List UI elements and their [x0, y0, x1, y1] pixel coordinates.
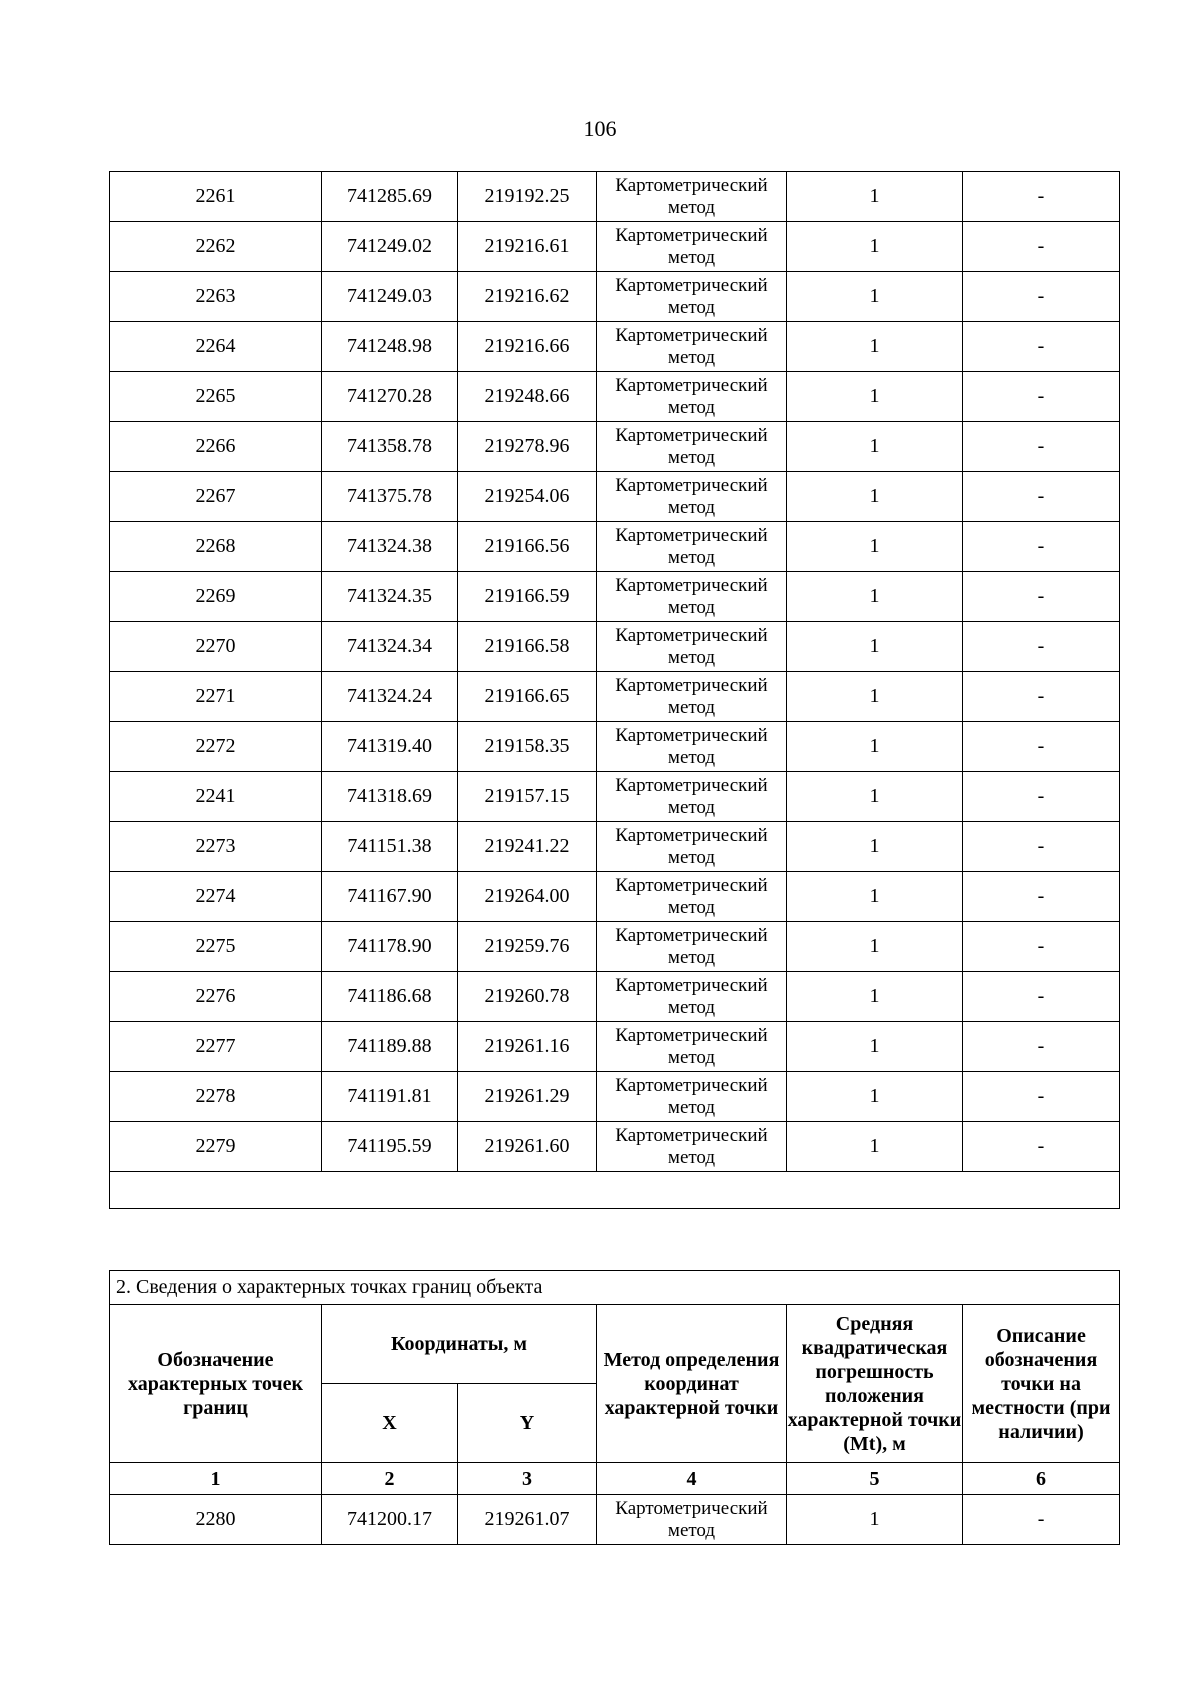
table-row: [110, 722, 1120, 772]
description-cell: -: [963, 1072, 1120, 1122]
y-coordinate-cell: 219261.60: [458, 1122, 597, 1172]
page-number: 106: [583, 116, 617, 141]
method-cell: [597, 172, 787, 222]
table-row: [110, 222, 1120, 272]
description-cell: -: [963, 572, 1120, 622]
empty-row: [110, 1172, 1120, 1209]
table-row: [110, 872, 1120, 922]
section-title: 2. Сведения о характерных точках границ объекта: [110, 1271, 1120, 1305]
column-numbers-row: [110, 1463, 1120, 1495]
column-number: 4: [597, 1463, 787, 1495]
method-line-1: Картометрический: [615, 774, 768, 796]
method-cell: [597, 272, 787, 322]
method-line-2: метод: [667, 296, 716, 318]
point-number-cell: 2277: [110, 1022, 322, 1072]
x-coordinate-cell: 741285.69: [322, 172, 458, 222]
method-line-1: Картометрический: [615, 474, 768, 496]
table-row: [110, 172, 1120, 222]
header-description: Описание обозначения точки на местности (при наличии): [963, 1305, 1120, 1463]
method-cell: [597, 972, 787, 1022]
point-number-cell: 2269: [110, 572, 322, 622]
x-coordinate-cell: 741186.68: [322, 972, 458, 1022]
x-coordinate-cell: 741324.24: [322, 672, 458, 722]
header-point-designation: Обозначение характерных точек границ: [110, 1305, 322, 1463]
y-coordinate-cell: 219261.29: [458, 1072, 597, 1122]
description-cell: -: [963, 272, 1120, 322]
description-cell: -: [963, 222, 1120, 272]
method-line-2: метод: [667, 796, 716, 818]
point-number-cell: 2280: [110, 1495, 322, 1545]
method-line-2: метод: [667, 946, 716, 968]
method-cell: [597, 422, 787, 472]
description-cell: -: [963, 472, 1120, 522]
y-coordinate-cell: 219264.00: [458, 872, 597, 922]
column-number: 3: [458, 1463, 597, 1495]
method-line-1: Картометрический: [615, 524, 768, 546]
method-cell: [597, 572, 787, 622]
y-coordinate-cell: 219278.96: [458, 422, 597, 472]
y-coordinate-cell: 219166.59: [458, 572, 597, 622]
column-number: 5: [787, 1463, 963, 1495]
x-coordinate-cell: 741195.59: [322, 1122, 458, 1172]
description-cell: -: [963, 872, 1120, 922]
table-row: [110, 1122, 1120, 1172]
table-row: [110, 972, 1120, 1022]
point-number-cell: 2270: [110, 622, 322, 672]
y-coordinate-cell: 219216.62: [458, 272, 597, 322]
method-cell: [597, 622, 787, 672]
x-coordinate-cell: 741318.69: [322, 772, 458, 822]
method-cell: [597, 522, 787, 572]
method-line-2: метод: [667, 1146, 716, 1168]
y-coordinate-cell: 219254.06: [458, 472, 597, 522]
column-number: 1: [110, 1463, 322, 1495]
method-line-2: метод: [667, 446, 716, 468]
column-number: 6: [963, 1463, 1120, 1495]
method-cell: [597, 322, 787, 372]
boundary-points-table: [109, 1270, 1120, 1545]
point-number-cell: 2261: [110, 172, 322, 222]
method-cell: [597, 1022, 787, 1072]
coordinates-table-continued: [109, 171, 1120, 1209]
point-number-cell: 2279: [110, 1122, 322, 1172]
mt-cell: 1: [787, 1122, 963, 1172]
description-cell: -: [963, 922, 1120, 972]
description-cell: -: [963, 522, 1120, 572]
header-row-1: [110, 1305, 1120, 1384]
method-line-1: Картометрический: [615, 674, 768, 696]
mt-cell: 1: [787, 172, 963, 222]
y-coordinate-cell: 219260.78: [458, 972, 597, 1022]
table-row: [110, 472, 1120, 522]
point-number-cell: 2264: [110, 322, 322, 372]
method-line-1: Картометрический: [615, 1497, 768, 1519]
description-cell: -: [963, 622, 1120, 672]
method-line-1: Картометрический: [615, 274, 768, 296]
table-row: [110, 822, 1120, 872]
table-row: [110, 772, 1120, 822]
point-number-cell: 2266: [110, 422, 322, 472]
x-coordinate-cell: 741167.90: [322, 872, 458, 922]
method-line-2: метод: [667, 696, 716, 718]
method-line-2: метод: [667, 496, 716, 518]
table-row: [110, 622, 1120, 672]
header-y: Y: [458, 1384, 597, 1463]
x-coordinate-cell: 741249.03: [322, 272, 458, 322]
method-cell: [597, 872, 787, 922]
point-number-cell: 2275: [110, 922, 322, 972]
description-cell: -: [963, 772, 1120, 822]
y-coordinate-cell: 219166.56: [458, 522, 597, 572]
method-line-1: Картометрический: [615, 374, 768, 396]
method-line-1: Картометрический: [615, 574, 768, 596]
table-row: [110, 1022, 1120, 1072]
mt-cell: 1: [787, 672, 963, 722]
header-coordinates: Координаты, м: [322, 1305, 597, 1384]
header-method: Метод определения координат характерной точки: [597, 1305, 787, 1463]
mt-cell: 1: [787, 972, 963, 1022]
method-line-1: Картометрический: [615, 324, 768, 346]
mt-cell: 1: [787, 372, 963, 422]
column-number: 2: [322, 1463, 458, 1495]
x-coordinate-cell: 741324.38: [322, 522, 458, 572]
method-line-2: метод: [667, 346, 716, 368]
point-number-cell: 2267: [110, 472, 322, 522]
description-cell: -: [963, 1022, 1120, 1072]
x-coordinate-cell: 741375.78: [322, 472, 458, 522]
point-number-cell: 2276: [110, 972, 322, 1022]
point-number-cell: 2262: [110, 222, 322, 272]
table-row: [110, 272, 1120, 322]
y-coordinate-cell: 219216.61: [458, 222, 597, 272]
method-line-2: метод: [667, 646, 716, 668]
x-coordinate-cell: 741248.98: [322, 322, 458, 372]
header-accuracy: Средняя квадратическая погрешность положения характерной точки (Mt), м: [787, 1305, 963, 1463]
method-cell: [597, 1072, 787, 1122]
x-coordinate-cell: 741200.17: [322, 1495, 458, 1545]
point-number-cell: 2273: [110, 822, 322, 872]
mt-cell: 1: [787, 1022, 963, 1072]
table-row: [110, 322, 1120, 372]
x-coordinate-cell: 741319.40: [322, 722, 458, 772]
table-row: [110, 522, 1120, 572]
method-line-2: метод: [667, 546, 716, 568]
point-number-cell: 2271: [110, 672, 322, 722]
description-cell: -: [963, 672, 1120, 722]
y-coordinate-cell: 219158.35: [458, 722, 597, 772]
method-line-1: Картометрический: [615, 224, 768, 246]
point-number-cell: 2274: [110, 872, 322, 922]
y-coordinate-cell: 219241.22: [458, 822, 597, 872]
point-number-cell: 2265: [110, 372, 322, 422]
description-cell: -: [963, 722, 1120, 772]
mt-cell: 1: [787, 472, 963, 522]
mt-cell: 1: [787, 272, 963, 322]
point-number-cell: 2272: [110, 722, 322, 772]
y-coordinate-cell: 219216.66: [458, 322, 597, 372]
x-coordinate-cell: 741324.34: [322, 622, 458, 672]
y-coordinate-cell: 219259.76: [458, 922, 597, 972]
method-line-1: Картометрический: [615, 824, 768, 846]
method-cell: [597, 672, 787, 722]
mt-cell: 1: [787, 822, 963, 872]
x-coordinate-cell: 741178.90: [322, 922, 458, 972]
x-coordinate-cell: 741358.78: [322, 422, 458, 472]
method-cell: [597, 1122, 787, 1172]
description-cell: -: [963, 422, 1120, 472]
mt-cell: 1: [787, 922, 963, 972]
x-coordinate-cell: 741189.88: [322, 1022, 458, 1072]
method-line-1: Картометрический: [615, 874, 768, 896]
mt-cell: 1: [787, 1495, 963, 1545]
table-row: [110, 372, 1120, 422]
method-line-2: метод: [667, 596, 716, 618]
table-row: [110, 922, 1120, 972]
table-row: [110, 1072, 1120, 1122]
table2-body: [110, 1495, 1120, 1545]
header-x: X: [322, 1384, 458, 1463]
mt-cell: 1: [787, 222, 963, 272]
description-cell: -: [963, 322, 1120, 372]
method-line-1: Картометрический: [615, 924, 768, 946]
table-row: [110, 422, 1120, 472]
point-number-cell: 2241: [110, 772, 322, 822]
mt-cell: 1: [787, 322, 963, 372]
y-coordinate-cell: 219166.65: [458, 672, 597, 722]
method-line-1: Картометрический: [615, 724, 768, 746]
empty-cell: [110, 1172, 1120, 1209]
x-coordinate-cell: 741324.35: [322, 572, 458, 622]
method-line-2: метод: [667, 1046, 716, 1068]
method-cell: [597, 472, 787, 522]
method-line-1: Картометрический: [615, 1124, 768, 1146]
description-cell: -: [963, 372, 1120, 422]
method-cell: [597, 372, 787, 422]
method-line-2: метод: [667, 246, 716, 268]
y-coordinate-cell: 219166.58: [458, 622, 597, 672]
mt-cell: 1: [787, 1072, 963, 1122]
method-line-2: метод: [667, 1519, 716, 1541]
method-line-1: Картометрический: [615, 424, 768, 446]
y-coordinate-cell: 219192.25: [458, 172, 597, 222]
method-line-2: метод: [667, 196, 716, 218]
description-cell: -: [963, 172, 1120, 222]
method-line-1: Картометрический: [615, 1024, 768, 1046]
method-cell: [597, 1495, 787, 1545]
mt-cell: 1: [787, 522, 963, 572]
mt-cell: 1: [787, 422, 963, 472]
description-cell: -: [963, 822, 1120, 872]
method-line-2: метод: [667, 846, 716, 868]
method-line-1: Картометрический: [615, 174, 768, 196]
point-number-cell: 2278: [110, 1072, 322, 1122]
method-cell: [597, 222, 787, 272]
mt-cell: 1: [787, 772, 963, 822]
mt-cell: 1: [787, 622, 963, 672]
section-title-row: [110, 1271, 1120, 1305]
method-line-1: Картометрический: [615, 974, 768, 996]
y-coordinate-cell: 219261.16: [458, 1022, 597, 1072]
x-coordinate-cell: 741191.81: [322, 1072, 458, 1122]
method-cell: [597, 722, 787, 772]
method-line-2: метод: [667, 1096, 716, 1118]
y-coordinate-cell: 219261.07: [458, 1495, 597, 1545]
point-number-cell: 2263: [110, 272, 322, 322]
mt-cell: 1: [787, 572, 963, 622]
x-coordinate-cell: 741151.38: [322, 822, 458, 872]
method-line-2: метод: [667, 996, 716, 1018]
description-cell: -: [963, 1122, 1120, 1172]
method-line-2: метод: [667, 396, 716, 418]
y-coordinate-cell: 219157.15: [458, 772, 597, 822]
mt-cell: 1: [787, 872, 963, 922]
x-coordinate-cell: 741270.28: [322, 372, 458, 422]
description-cell: -: [963, 972, 1120, 1022]
table-row: [110, 672, 1120, 722]
x-coordinate-cell: 741249.02: [322, 222, 458, 272]
method-line-1: Картометрический: [615, 1074, 768, 1096]
method-cell: [597, 822, 787, 872]
mt-cell: 1: [787, 722, 963, 772]
y-coordinate-cell: 219248.66: [458, 372, 597, 422]
description-cell: -: [963, 1495, 1120, 1545]
table-row: [110, 1495, 1120, 1545]
method-line-2: метод: [667, 746, 716, 768]
method-cell: [597, 922, 787, 972]
method-line-2: метод: [667, 896, 716, 918]
table-row: [110, 572, 1120, 622]
point-number-cell: 2268: [110, 522, 322, 572]
table1-body: [110, 172, 1120, 1209]
method-line-1: Картометрический: [615, 624, 768, 646]
method-cell: [597, 772, 787, 822]
